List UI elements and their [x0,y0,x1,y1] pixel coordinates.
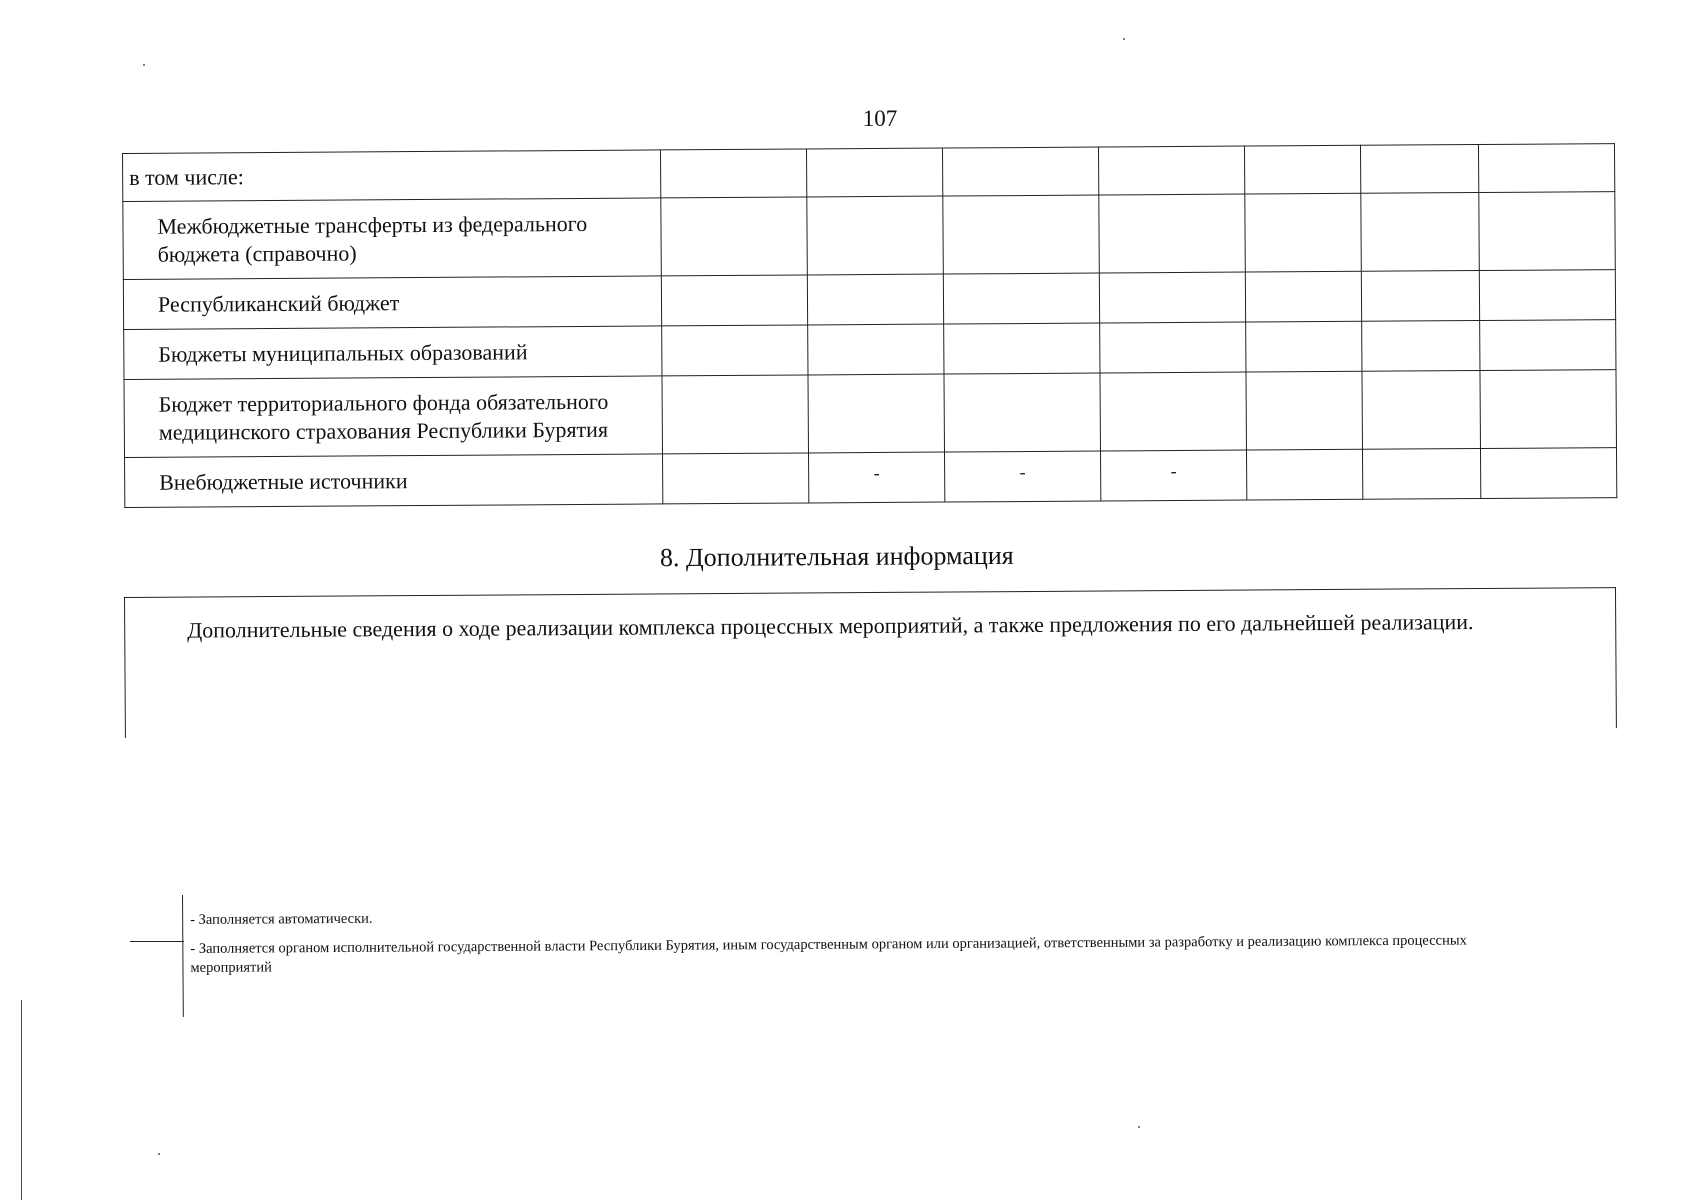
scan-speck [143,64,145,66]
value-cell [1100,322,1246,373]
footnote-separator [130,941,184,942]
row-label: в том числе: [123,150,661,202]
value-cell: - [809,452,945,503]
value-cell [807,274,943,325]
row-label: Бюджет территориального фонда обязательного медицинского страхования Республики Бурятия [124,376,663,458]
value-cell [808,324,944,375]
section-title: 8. Дополнительная информация [659,540,1014,573]
value-cell [1245,271,1361,322]
table-row [125,448,1617,508]
value-cell [1245,193,1362,272]
scan-speck [1123,38,1125,40]
value-cell [1100,372,1247,451]
value-cell [942,147,1098,196]
value-cell [943,273,1099,324]
value-cell [1360,145,1478,194]
value-cell [808,374,945,453]
footnote-item: - Заполняется автоматически. [190,910,373,928]
table-row [123,192,1615,280]
value-cell [1480,370,1617,449]
value-cell [1244,145,1360,194]
value-cell [661,275,807,326]
additional-info-text: Дополнительные сведения о ходе реализации комплекса процессных мероприятий, а также предложения по его дальнейшей реализации. [187,609,1474,643]
value-cell [944,323,1100,374]
value-cell [1246,321,1362,372]
value-cell [944,373,1101,452]
scan-speck [158,1153,160,1155]
row-label: Республиканский бюджет [123,276,661,330]
value-cell [663,453,809,504]
scan-edge-line [21,1000,22,1200]
footnotes [182,886,1524,1017]
funding-table [122,143,1617,508]
value-cell [1480,320,1616,371]
value-cell [1099,194,1246,273]
value-cell [1362,448,1480,499]
value-cell [1362,370,1481,449]
row-label: Межбюджетные трансферты из федерального бюджета (справочно) [123,198,662,280]
footnote-item: - Заполняется органом исполнительной государственной власти Республики Бурятия, иным государственным органом или организацией, ответственными за разработку и реализацию комплекса процессных мероприятий [190,932,1467,976]
row-label: Внебюджетные источники [125,454,663,508]
value-cell [1098,146,1244,195]
value-cell [1361,193,1480,272]
value-cell [1480,448,1616,499]
value-cell [943,195,1100,274]
value-cell [1361,271,1479,322]
value-cell [807,196,944,275]
value-cell: - [1100,450,1246,501]
scan-speck [1138,1126,1140,1128]
value-cell [660,149,806,198]
value-cell [1478,144,1614,193]
value-cell [661,197,808,276]
value-cell [1362,320,1480,371]
value-cell [1099,272,1245,323]
value-cell [662,375,809,454]
page-number: 107 [862,106,898,131]
row-label: Бюджеты муниципальных образований [124,326,662,380]
value-cell: - [945,451,1101,502]
value-cell [662,325,808,376]
value-cell [1479,192,1616,271]
value-cell [1246,371,1363,450]
value-cell [1479,270,1615,321]
value-cell [806,148,942,197]
table-row [124,370,1616,458]
value-cell [1246,449,1362,500]
additional-info-box [124,587,1617,738]
